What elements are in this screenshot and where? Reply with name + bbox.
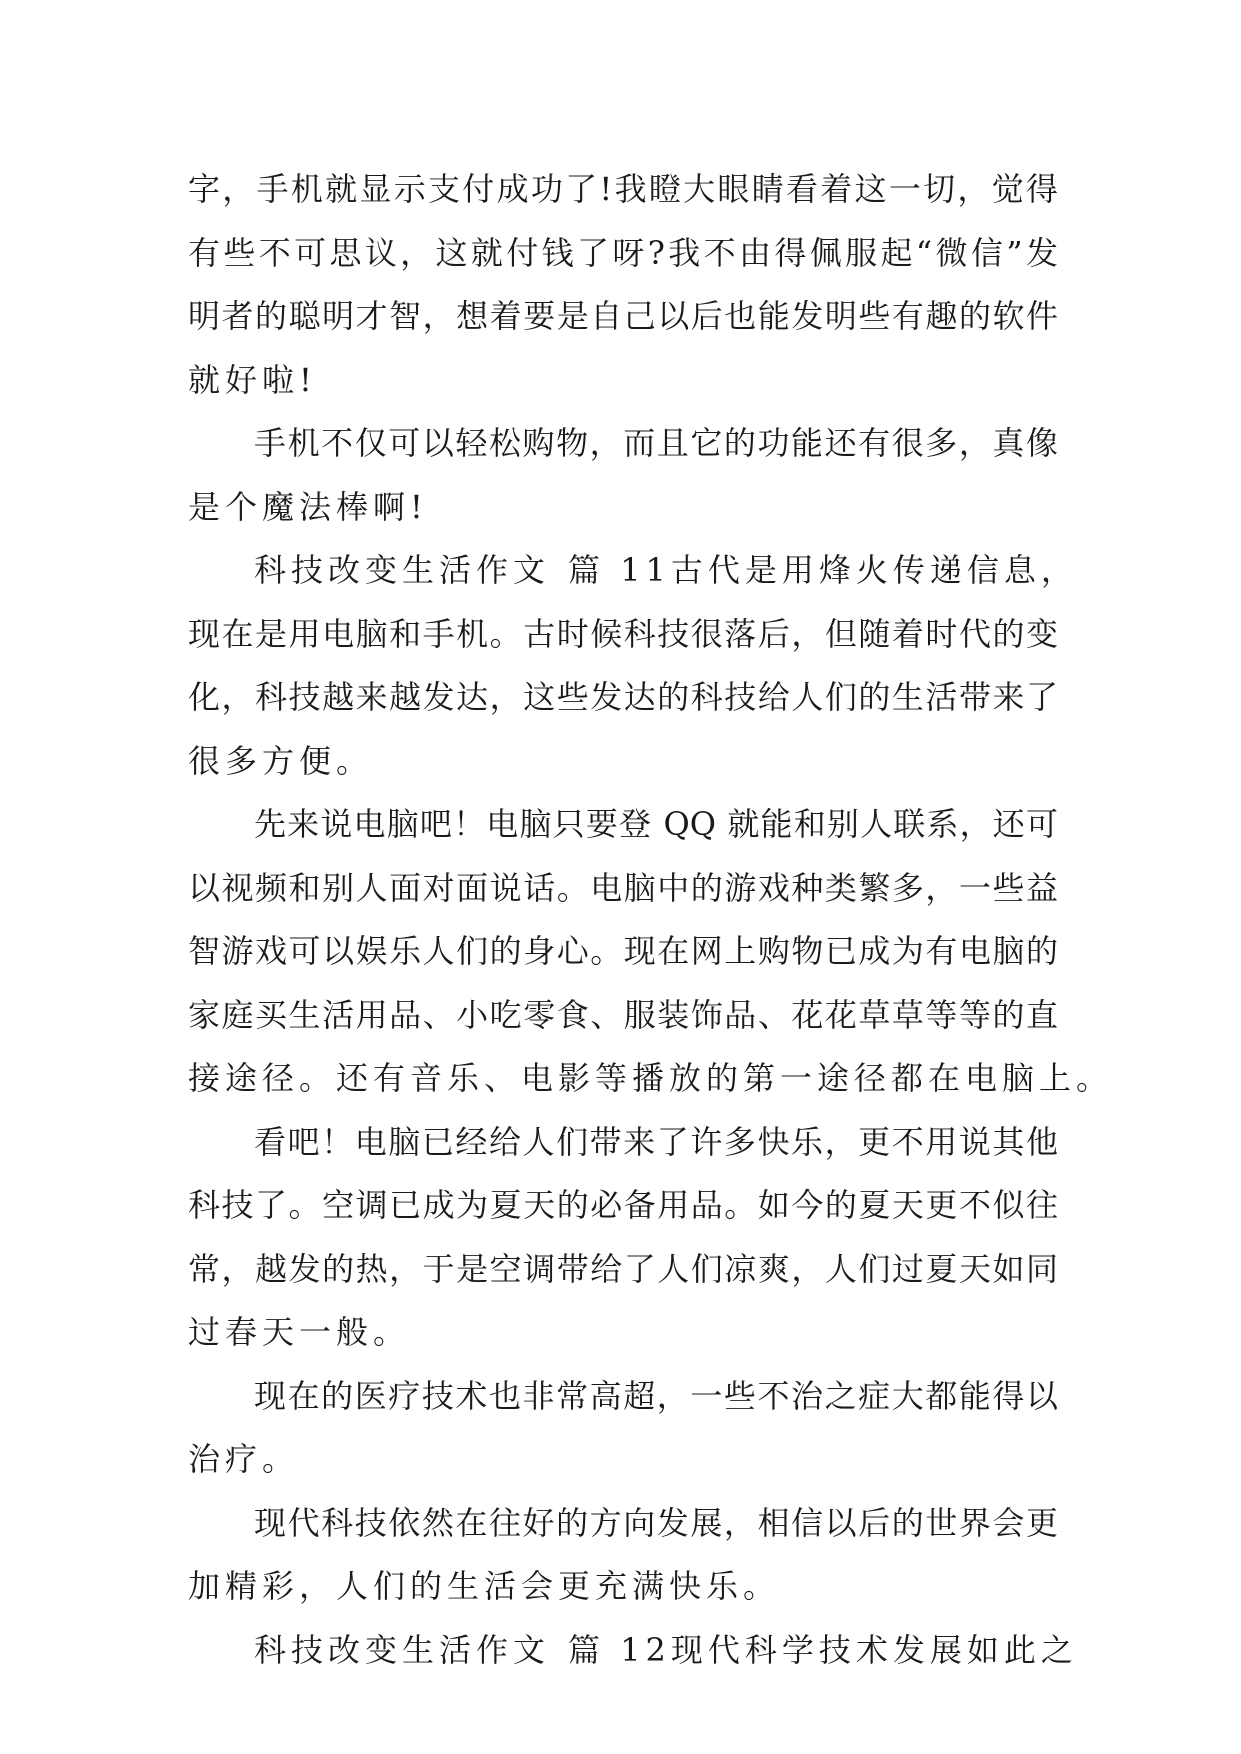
text-line: 科技了。空调已成为夏天的必备用品。如今的夏天更不似往 [188, 1186, 1058, 1224]
text-line: 以视频和别人面对面说话。电脑中的游戏种类繁多，一些益 [188, 868, 1058, 907]
text-line: 是个魔法棒啊! [188, 487, 428, 526]
text-line: 智游戏可以娱乐人们的身心。现在网上购物已成为有电脑的 [188, 932, 1058, 970]
text-line: 现在是用电脑和手机。古时候科技很落后，但随着时代的变 [188, 614, 1058, 653]
essay-heading-12 [188, 1619, 1078, 1683]
paragraph-start-line: 看吧！电脑已经给人们带来了许多快乐，更不用说其他 [254, 1122, 1058, 1161]
text-line: 过春天一般。 [188, 1313, 411, 1351]
heading-following-text: 现代科学技术发展如此之 [670, 1630, 1078, 1669]
essay-heading-11 [188, 539, 1078, 603]
text-line: 加精彩，人们的生活会更充满快乐。 [188, 1567, 781, 1605]
paragraph-start-line: 手机不仅可以轻松购物，而且它的功能还有很多，真像 [254, 424, 1058, 462]
text-line: 化，科技越来越发达，这些发达的科技给人们的生活带来了 [188, 678, 1058, 716]
heading-number: 篇 11 [568, 551, 671, 589]
paragraph-start-line: 现在的医疗技术也非常高超，一些不治之症大都能得以 [254, 1376, 1058, 1415]
text-line: 常，越发的热，于是空调带给了人们凉爽，人们过夏天如同 [188, 1249, 1058, 1288]
heading-title: 科技改变生活作文 [254, 551, 551, 589]
text-line: 就好啦! [188, 360, 317, 399]
text-line: 接途径。还有音乐、电影等播放的第一途径都在电脑上。 [188, 1059, 1114, 1097]
text-line: 治疗。 [188, 1440, 300, 1478]
heading-title: 科技改变生活作文 [254, 1630, 551, 1669]
paragraph-start-line: 先来说电脑吧！电脑只要登 QQ 就能和别人联系，还可 [254, 805, 1058, 843]
text-line: 字，手机就显示支付成功了!我瞪大眼睛看着这一切，觉得 [188, 170, 1058, 208]
paragraph-start-line: 现代科技依然在往好的方向发展，相信以后的世界会更 [254, 1503, 1058, 1542]
heading-number: 篇 12 [568, 1630, 671, 1669]
text-line: 很多方便。 [188, 741, 374, 780]
text-line: 明者的聪明才智，想着要是自己以后也能发明些有趣的软件 [188, 297, 1058, 335]
text-line: 有些不可思议，这就付钱了呀?我不由得佩服起“微信”发 [188, 233, 1058, 272]
text-line: 家庭买生活用品、小吃零食、服装饰品、花花草草等等的直 [188, 995, 1058, 1034]
heading-following-text: 古代是用烽火传递信息， [670, 551, 1078, 589]
essay-body [188, 158, 1114, 1682]
